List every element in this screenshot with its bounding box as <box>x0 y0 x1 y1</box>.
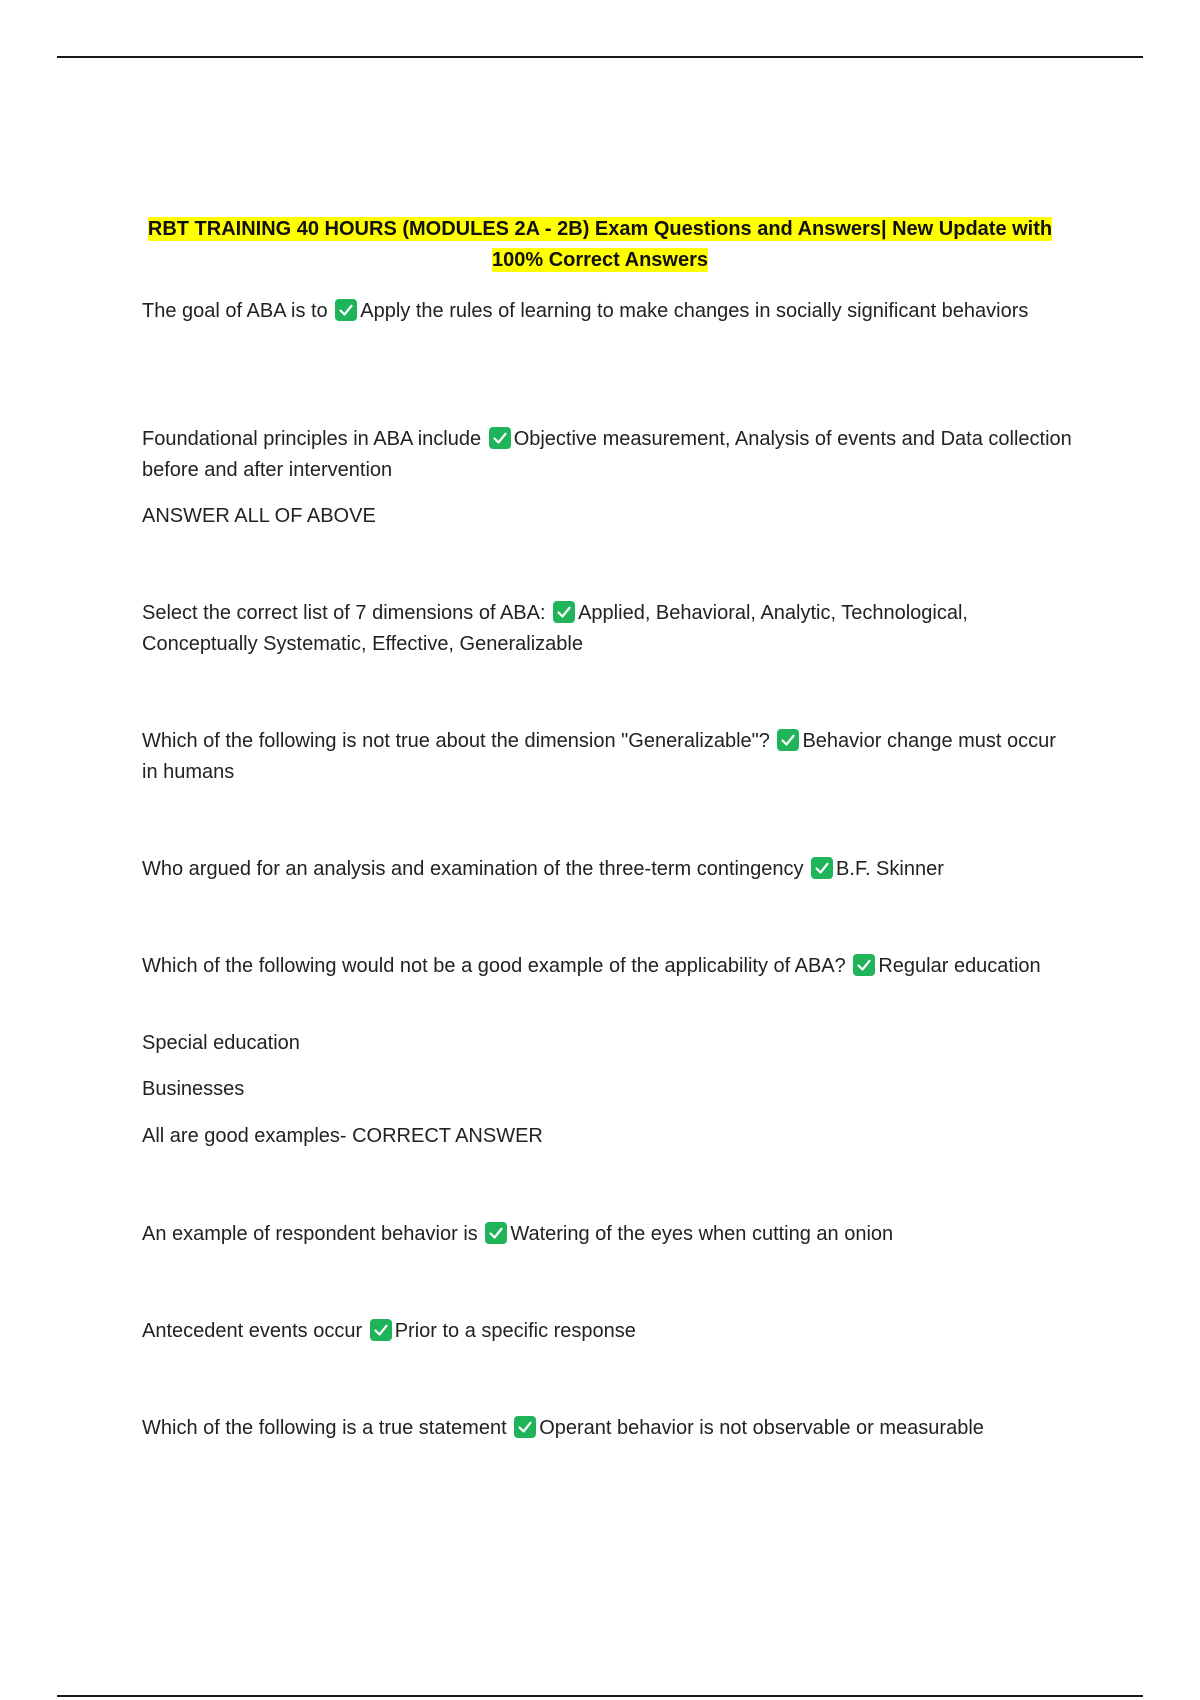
qa-item <box>142 598 1072 660</box>
question-text: Antecedent events occur <box>142 1320 363 1342</box>
top-rule <box>57 56 1143 58</box>
extra-line: All are good examples- CORRECT ANSWER <box>142 1125 543 1147</box>
check-mark-icon <box>485 1222 507 1244</box>
qa-item <box>142 1316 1072 1347</box>
check-mark-icon <box>489 427 511 449</box>
question-text: Which of the following would not be a good example of the applicability of ABA? <box>142 955 846 977</box>
bottom-rule <box>57 1695 1143 1697</box>
qa-item <box>142 1219 1072 1250</box>
answer-text: Objective measurement, Analysis of events and Data collection before and after intervention <box>142 428 1072 481</box>
question-text: Foundational principles in ABA include <box>142 428 482 450</box>
qa-item <box>142 424 1072 486</box>
answer-text: Apply the rules of learning to make changes in socially significant behaviors <box>360 300 1029 322</box>
qa-item <box>142 726 1072 788</box>
check-mark-icon <box>553 601 575 623</box>
extra-line: ANSWER ALL OF ABOVE <box>142 505 376 527</box>
check-mark-icon <box>335 299 357 321</box>
question-text: Which of the following is a true statement <box>142 1417 507 1439</box>
question-text: Who argued for an analysis and examination of the three-term contingency <box>142 858 804 880</box>
document-title <box>130 214 1070 276</box>
answer-text: B.F. Skinner <box>836 858 944 880</box>
qa-item <box>142 951 1072 982</box>
question-text: Which of the following is not true about the dimension "Generalizable"? <box>142 730 770 752</box>
answer-text: Prior to a specific response <box>394 1320 636 1342</box>
extra-line: Special education <box>142 1032 300 1054</box>
question-text: The goal of ABA is to <box>142 300 328 322</box>
qa-item <box>142 854 1072 885</box>
answer-text: Regular education <box>878 955 1041 977</box>
answer-text: Behavior change must occur in humans <box>142 730 1056 783</box>
check-mark-icon <box>777 729 799 751</box>
extra-line: Businesses <box>142 1078 245 1100</box>
question-text: An example of respondent behavior is <box>142 1223 478 1245</box>
check-mark-icon <box>514 1416 536 1438</box>
answer-text: Watering of the eyes when cutting an onion <box>510 1223 894 1245</box>
check-mark-icon <box>370 1319 392 1341</box>
qa-item <box>142 296 1072 327</box>
answer-text: Applied, Behavioral, Analytic, Technological, Conceptually Systematic, Effective, Generalizable <box>142 602 968 655</box>
title-highlight: RBT TRAINING 40 HOURS (MODULES 2A - 2B) Exam Questions and Answers| New Update with 100% Correct Answers <box>147 218 1053 271</box>
answer-text: Operant behavior is not observable or measurable <box>539 1417 984 1439</box>
question-text: Select the correct list of 7 dimensions of ABA: <box>142 602 546 624</box>
check-mark-icon <box>811 857 833 879</box>
qa-item <box>142 1413 1072 1444</box>
check-mark-icon <box>853 954 875 976</box>
